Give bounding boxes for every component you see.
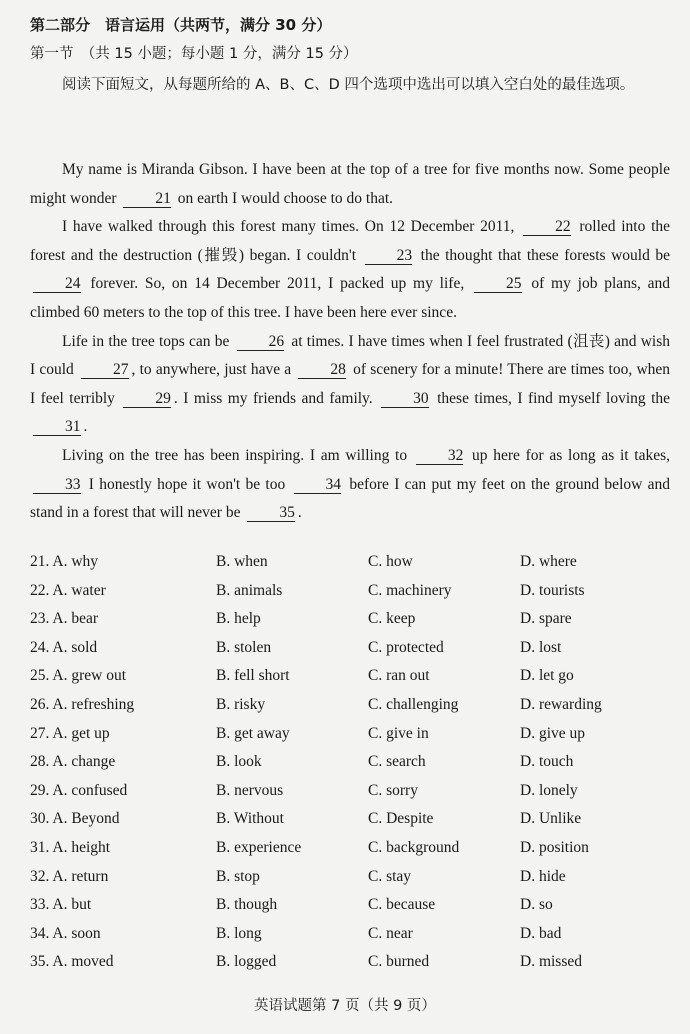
- option-b: B. fell short: [216, 667, 290, 685]
- option-b: B. when: [216, 553, 268, 570]
- option-a: 30. A. Beyond: [30, 810, 120, 828]
- text: of scenery for a minute! There are times too, when I feel terribly: [30, 361, 671, 407]
- option-d: D. so: [520, 896, 553, 914]
- option-b: B. experience: [216, 838, 302, 856]
- option-row-23: [30, 610, 670, 639]
- blank-22: 22: [523, 218, 571, 236]
- text: at times. I have times when I feel frustrated (沮丧) and wish I could: [30, 332, 671, 379]
- text: , to anywhere, just have a: [131, 361, 292, 379]
- option-d: D. touch: [520, 753, 574, 771]
- option-d: D. rewarding: [520, 695, 602, 713]
- option-row-28: [30, 753, 670, 782]
- blank-27: 27: [81, 361, 129, 379]
- text: .: [297, 504, 302, 522]
- text: My name is Miranda Gibson. I have been at the top of a tree for five months now. Some people might wonder: [30, 161, 670, 207]
- text: I honestly hope it won't be too: [88, 475, 286, 493]
- page-footer: 英语试题第 7 页（共 9 页）: [254, 998, 436, 1014]
- option-d: D. Unlike: [520, 810, 582, 828]
- blank-23: 23: [365, 247, 413, 265]
- option-row-21: [30, 553, 670, 582]
- option-a: 31. A. height: [30, 838, 111, 856]
- option-c: C. machinery: [368, 581, 452, 599]
- text: rolled into the forest and the destruction (摧毁) began. I couldn't: [30, 218, 671, 264]
- option-b: B. Without: [216, 810, 284, 828]
- text: these times, I find myself loving the: [437, 389, 671, 407]
- option-a: 21. A. why: [30, 553, 99, 570]
- text: the thought that these forests would be: [420, 246, 671, 264]
- text: Life in the tree tops can be: [62, 332, 230, 350]
- paragraph-2: [30, 213, 670, 327]
- blank-25: 25: [474, 275, 522, 293]
- option-a: 25. A. grew out: [30, 667, 127, 685]
- option-c: C. challenging: [368, 695, 459, 713]
- option-b: B. long: [216, 924, 262, 942]
- option-d: D. lonely: [520, 781, 578, 799]
- option-c: C. give in: [368, 724, 429, 742]
- option-a: 24. A. sold: [30, 638, 98, 656]
- option-d: D. bad: [520, 924, 562, 942]
- text: . I miss my friends and family.: [173, 389, 373, 407]
- option-c: C. Despite: [368, 810, 434, 828]
- option-b: B. get away: [216, 724, 290, 742]
- option-a: 29. A. confused: [30, 781, 128, 799]
- option-c: C. burned: [368, 953, 430, 971]
- option-c: C. search: [368, 753, 426, 771]
- paragraph-1: [30, 156, 670, 213]
- blank-32: 32: [416, 447, 464, 465]
- option-d: D. let go: [520, 667, 574, 685]
- blank-29: 29: [123, 390, 171, 408]
- option-row-24: [30, 639, 670, 668]
- option-c: C. because: [368, 896, 436, 914]
- option-c: C. stay: [368, 867, 412, 885]
- option-row-32: [30, 868, 670, 897]
- option-row-26: [30, 696, 670, 725]
- text: I have walked through this forest many times. On 12 December 2011,: [62, 218, 515, 236]
- option-a: 23. A. bear: [30, 610, 99, 628]
- option-a: 35. A. moved: [30, 953, 114, 971]
- option-b: B. animals: [216, 581, 283, 599]
- option-a: 28. A. change: [30, 753, 116, 771]
- option-row-31: [30, 839, 670, 868]
- text: before I can put my feet on the ground below and stand in a forest that will never be: [30, 475, 670, 522]
- text: forever. So, on 14 December 2011, I packed up my life,: [90, 275, 465, 293]
- blank-30: 30: [381, 390, 429, 408]
- option-d: D. give up: [520, 724, 586, 742]
- option-c: C. ran out: [368, 667, 430, 685]
- blank-31: 31: [33, 418, 81, 436]
- option-b: B. nervous: [216, 781, 284, 799]
- instructions: 阅读下面短文，从每题所给的 A、B、C、D 四个选项中选出可以填入空白处的最佳选项。: [62, 77, 635, 93]
- option-row-30: [30, 810, 670, 839]
- option-b: B. stolen: [216, 638, 272, 656]
- option-c: C. background: [368, 838, 460, 856]
- option-c: C. sorry: [368, 781, 418, 799]
- option-b: B. logged: [216, 953, 277, 971]
- blank-21: 21: [123, 190, 171, 208]
- option-b: B. stop: [216, 867, 260, 885]
- option-row-29: [30, 782, 670, 811]
- option-b: B. look: [216, 753, 262, 771]
- paragraph-4: [30, 442, 670, 528]
- option-row-34: [30, 925, 670, 954]
- option-d: D. lost: [520, 638, 562, 656]
- option-d: D. where: [520, 553, 577, 570]
- option-b: B. though: [216, 896, 278, 914]
- option-d: D. spare: [520, 610, 572, 628]
- option-b: B. help: [216, 610, 261, 628]
- text: up here for as long as it takes,: [472, 446, 670, 464]
- blank-24: 24: [33, 275, 81, 293]
- blank-33: 33: [33, 476, 81, 494]
- section-title: 第一节 （共 15 小题；每小题 1 分，满分 15 分）: [30, 46, 358, 62]
- cloze-passage: [30, 156, 670, 528]
- option-c: C. keep: [368, 610, 416, 628]
- option-row-35: [30, 953, 670, 982]
- option-a: 32. A. return: [30, 867, 109, 885]
- blank-28: 28: [298, 361, 346, 379]
- option-row-25: [30, 667, 670, 696]
- option-d: D. missed: [520, 953, 582, 971]
- paragraph-3: [30, 328, 670, 442]
- blank-34: 34: [294, 476, 342, 494]
- text: on earth I would choose to do that.: [177, 189, 394, 207]
- blank-35: 35: [247, 504, 295, 522]
- option-a: 34. A. soon: [30, 924, 101, 942]
- option-a: 27. A. get up: [30, 724, 110, 742]
- option-c: C. protected: [368, 638, 444, 656]
- option-d: D. position: [520, 838, 589, 856]
- option-a: 26. A. refreshing: [30, 695, 135, 713]
- option-row-22: [30, 582, 670, 611]
- answer-options: [30, 553, 670, 982]
- option-b: B. risky: [216, 695, 266, 713]
- option-d: D. tourists: [520, 581, 585, 599]
- part-title: 第二部分 语言运用（共两节，满分 30 分）: [30, 16, 332, 34]
- text: Living on the tree has been inspiring. I am willing to: [62, 446, 408, 464]
- option-c: C. how: [368, 553, 413, 570]
- blank-26: 26: [237, 333, 285, 351]
- option-a: 33. A. but: [30, 896, 92, 914]
- option-row-33: [30, 896, 670, 925]
- option-row-27: [30, 725, 670, 754]
- text: of my job plans, and climbed 60 meters to the top of this tree. I have been here ever since.: [30, 275, 671, 321]
- option-a: 22. A. water: [30, 581, 106, 599]
- option-c: C. near: [368, 924, 413, 942]
- text: .: [83, 418, 88, 436]
- option-d: D. hide: [520, 867, 566, 885]
